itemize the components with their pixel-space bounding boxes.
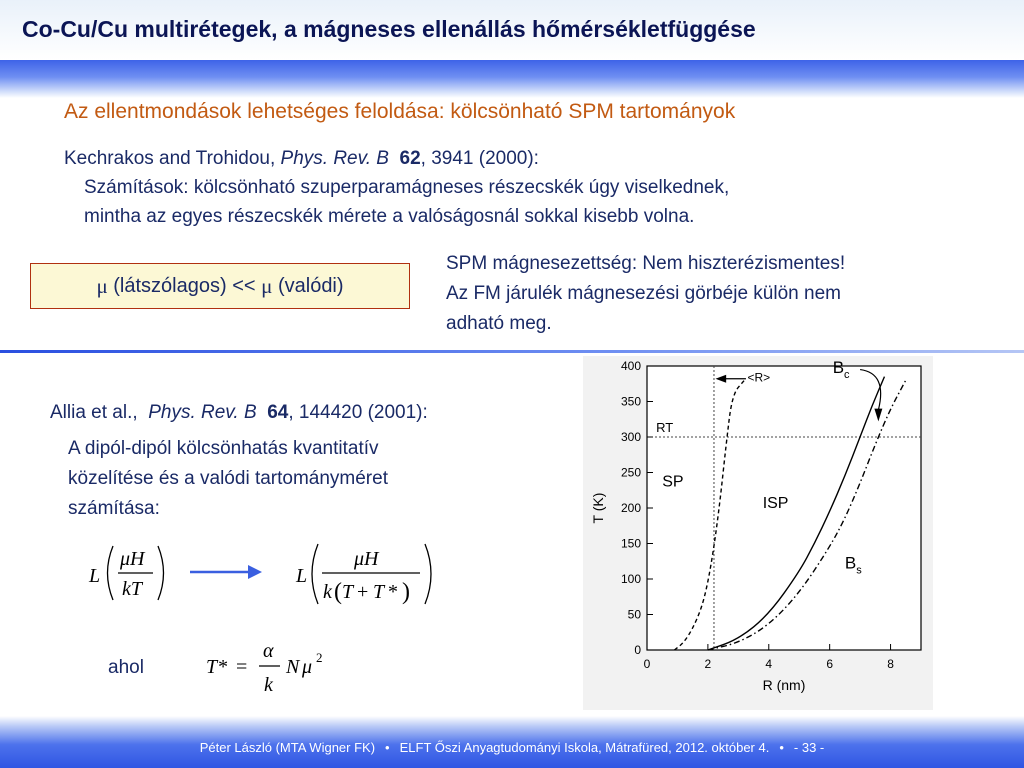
- footer-event: ELFT Őszi Anyagtudományi Iskola, Mátrafüred, 2012. október 4.: [399, 740, 770, 755]
- spm-note-line2: Az FM járulék mágnesezési görbéje külön nem: [446, 283, 841, 304]
- langevin-formula-interacting: [292, 538, 442, 612]
- y-tick-label: 250: [620, 465, 641, 480]
- paren2-left: [312, 544, 318, 604]
- def-mu: μ: [302, 656, 313, 678]
- paren-right: [158, 546, 164, 600]
- slide-title: Co-Cu/Cu multirétegek, a mágneses ellenállás hőmérsékletfüggése: [22, 16, 756, 42]
- mu-symbol-real: μ: [261, 273, 273, 298]
- y-tick-label: 350: [620, 394, 641, 409]
- mu-comparison-box: [30, 263, 410, 309]
- footer-author: Péter László (MTA Wigner FK): [199, 740, 376, 755]
- formula2-star: *: [388, 581, 398, 603]
- y-tick-label: 150: [620, 536, 641, 551]
- def-equals: =: [236, 656, 248, 678]
- ref1-citation: [64, 148, 539, 170]
- x-tick-label: 8: [887, 657, 894, 671]
- formula2-muH: μH: [354, 548, 379, 570]
- ref2-authors: Allia et al.,: [50, 402, 143, 423]
- ref2-line3: számítása:: [68, 498, 160, 519]
- annotation-r-mean: <R>: [747, 370, 771, 385]
- x-tick-label: 0: [643, 657, 651, 671]
- y-tick-label: 200: [620, 501, 641, 515]
- spm-note-line3: adható meg.: [446, 313, 552, 334]
- footer-page: - 33 -: [793, 740, 825, 755]
- footer: Péter László (MTA Wigner FK) • ELFT Őszi Anyagtudományi Iskola, Mátrafüred, 2012. október 4. • - 33 -: [199, 740, 825, 755]
- x-tick-label: 2: [704, 657, 712, 671]
- ref1-line2: mintha az egyes részecskék mérete a valóságosnál sokkal kisebb volna.: [84, 206, 695, 227]
- y-tick-label: 100: [620, 572, 641, 586]
- ref1-volume: 62: [399, 148, 421, 169]
- paren3-left: (: [334, 579, 342, 605]
- x-tick-label: 6: [826, 657, 834, 671]
- spm-note-line1: SPM mágnesezettség: Nem hiszterézismentes!: [446, 253, 846, 274]
- def-square: 2: [316, 650, 323, 665]
- curve-bs-letter: B: [844, 553, 857, 573]
- formula2-L: L: [296, 565, 308, 587]
- mu-symbol-apparent: μ: [96, 273, 108, 298]
- ref2-line2: közelítése és a valódi tartományméret: [68, 468, 388, 489]
- langevin-formula-basic: [85, 538, 185, 608]
- phase-diagram-panel: [583, 356, 933, 710]
- y-axis-label: T (K): [590, 492, 606, 524]
- section-divider: [0, 350, 1024, 353]
- region-sp-label: SP: [662, 473, 684, 491]
- curve-bc-letter: B: [832, 358, 845, 378]
- annotation-rt: RT: [656, 420, 674, 435]
- ref1-line1: Számítások: kölcsönható szuperparamágneses részecskék úgy viselkednek,: [84, 177, 730, 198]
- def-N: N: [286, 656, 300, 678]
- ref1-journal: Phys. Rev. B: [280, 148, 389, 169]
- curve-bs-subscript: s: [856, 564, 862, 577]
- curve-bc-subscript: c: [844, 369, 850, 382]
- tstar-definition: [204, 636, 344, 700]
- header-band: [0, 60, 1024, 98]
- ref2-line1: A dipól-dipól kölcsönhatás kvantitatív: [68, 438, 379, 459]
- ahol-label: ahol: [108, 657, 144, 678]
- arrow-right-icon: [186, 560, 266, 584]
- ref2-rest: , 144420 (2001):: [288, 402, 428, 423]
- region-isp-label: ISP: [762, 495, 789, 512]
- ref2-volume: 64: [267, 402, 289, 423]
- ref1-authors: Kechrakos and Trohidou,: [64, 148, 281, 169]
- y-tick-label: 50: [627, 607, 641, 622]
- formula2-plus: +: [357, 581, 369, 603]
- formula2-Tstar: T: [373, 581, 385, 603]
- formula2-k: k: [323, 581, 332, 603]
- section-subtitle: Az ellentmondások lehetséges feloldása: kölcsönható SPM tartományok: [64, 100, 736, 123]
- y-tick-label: 300: [620, 430, 641, 444]
- mu-apparent-label: (látszólagos) <<: [107, 274, 262, 297]
- x-axis-label: R (nm): [762, 677, 806, 693]
- paren3-right: ): [402, 579, 410, 605]
- paren-left: [108, 546, 114, 600]
- formula-L: L: [89, 565, 101, 587]
- def-lhs: T*: [206, 656, 228, 678]
- def-k: k: [264, 674, 273, 696]
- ref2-journal: Phys. Rev. B: [148, 402, 257, 423]
- ref1-rest: , 3941 (2000):: [420, 148, 539, 169]
- phase-diagram-chart: [583, 356, 933, 710]
- ref2-citation: [50, 402, 428, 424]
- x-tick-label: 4: [765, 657, 773, 671]
- y-tick-label: 400: [620, 359, 641, 373]
- formula2-T: T: [342, 581, 354, 603]
- def-alpha: α: [263, 640, 274, 662]
- paren2-right: [425, 544, 431, 604]
- mu-real-label: (valódi): [272, 274, 344, 297]
- formula-kT: kT: [122, 578, 142, 600]
- y-tick-label: 0: [634, 643, 641, 657]
- formula-muH: μH: [120, 548, 145, 570]
